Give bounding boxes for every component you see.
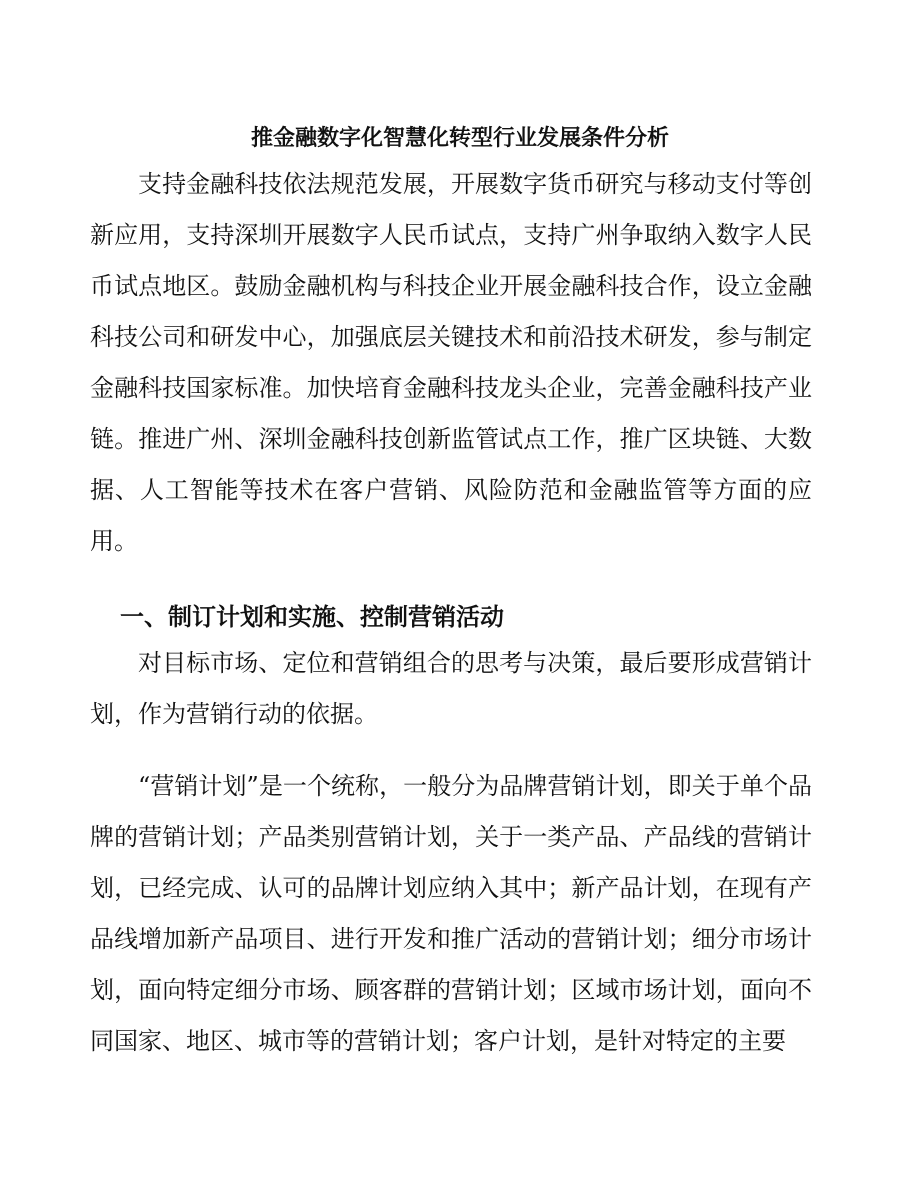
intro-paragraph: 支持金融科技依法规范发展，开展数字货币研究与移动支付等创新应用，支持深圳开展数字人民币试点，支持广州争取纳入数字人民币试点地区。鼓励金融机构与科技企业开展金融科技合作，设立金融科技公司和研发中心，加强底层关键技术和前沿技术研发，参与制定金融科技国家标准。加快培育金融科技龙头企业，完善金融科技产业链。推进广州、深圳金融科技创新监管试点工作，推广区块链、大数据、人工智能等技术在客户营销、风险防范和金融监管等方面的应用。: [90, 170, 812, 555]
section-body: [90, 638, 812, 1067]
intro-section: [90, 159, 812, 567]
document-title: 推金融数字化智慧化转型行业发展条件分析: [250, 125, 669, 151]
section-paragraph-2: “营销计划”是一个统称，一般分为品牌营销计划，即关于单个品牌的营销计划；产品类别营销计划，关于一类产品、产品线的营销计划，已经完成、认可的品牌计划应纳入其中；新产品计划，在现有产品线增加新产品项目、进行开发和推广活动的营销计划；细分市场计划，面向特定细分市场、顾客群的营销计划；区域市场计划，面向不同国家、地区、城市等的营销计划；客户计划，是针对特定的主要: [90, 772, 812, 1055]
section-heading: 一、制订计划和实施、控制营销活动: [120, 602, 504, 631]
section-paragraph-1: 对目标市场、定位和营销组合的思考与决策，最后要形成营销计划，作为营销行动的依据。: [90, 649, 812, 728]
